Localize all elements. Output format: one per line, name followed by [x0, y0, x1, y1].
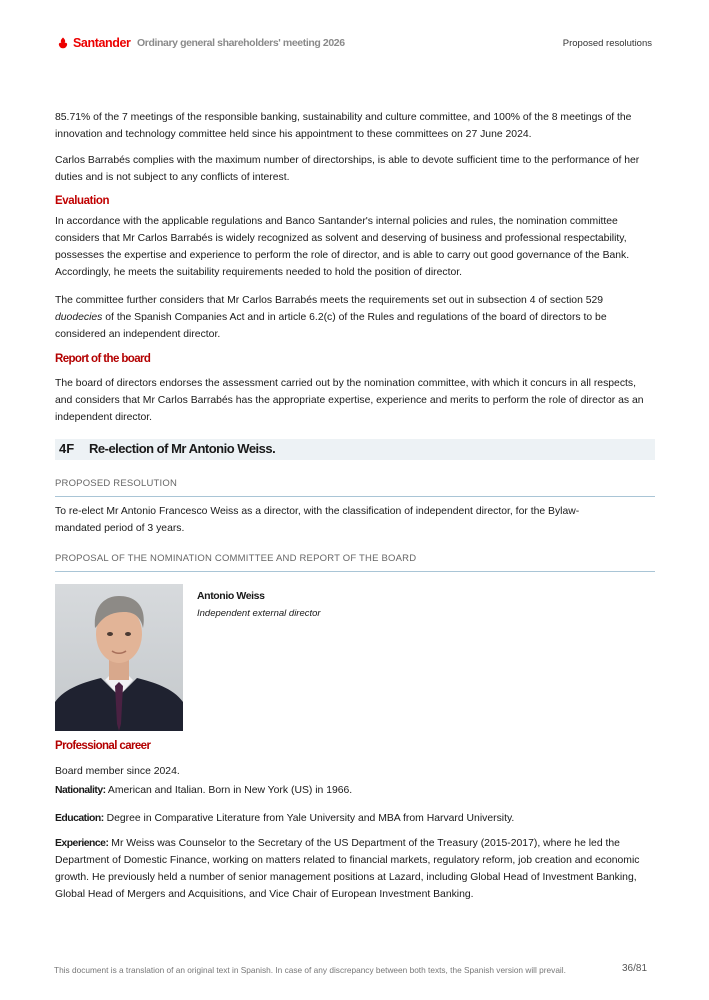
meeting-title: Ordinary general shareholders' meeting 2026: [137, 37, 345, 49]
evaluation-p2-before: The committee further considers that Mr Carlos Barrabés meets the requirements set out in subsection 4 of section 529: [55, 295, 604, 306]
career-heading: Professional career: [55, 740, 151, 752]
evaluation-p2-italic: duodecies: [55, 312, 103, 323]
section-number: 4F: [59, 441, 75, 456]
section-label: Proposed resolutions: [562, 38, 652, 49]
evaluation-paragraph-2: [55, 292, 651, 343]
section-header-bar: [55, 439, 655, 460]
board-since: Board member since 2024.: [55, 766, 180, 777]
portrait-image: [55, 584, 183, 731]
divider: [55, 496, 655, 497]
evaluation-heading: Evaluation: [55, 195, 110, 207]
director-photo: [55, 584, 183, 731]
experience-value: Mr Weiss was Counselor to the Secretary of the US Department of the Treasury (2015-2017), where he led the Department of Domestic Finance, working on matters related to financial markets, regulatory reform, job creation and economic growth. He previously held a number of senior management positions at Lazard, including Global Head of Investment Banking, Global Head of Mergers and Acquisitions, and Vice Chair of European Investment Banking.: [55, 838, 640, 900]
brand-name: Santander: [73, 36, 131, 50]
evaluation-paragraph-1: In accordance with the applicable regulations and Banco Santander's internal policies and rules, the nomination committee considers that Mr Carlos Barrabés is widely recognized as solvent and deserving of business and professional respectability, possesses the expertise and experience to perform the role of director, and is able to carry out good governance of the Bank. Accordingly, he meets the suitability requirements needed to hold the position of director.: [55, 216, 630, 278]
education-line: [55, 810, 651, 827]
education-value: Degree in Comparative Literature from Yale University and MBA from Harvard University.: [103, 813, 515, 824]
report-paragraph: The board of directors endorses the assessment carried out by the nomination committee, with which it concurs in all respects, and considers that Mr Carlos Barrabés has the appropriate expertise, experience and merits to perform the role of director as an independent director.: [55, 378, 644, 423]
nationality-line: [55, 782, 651, 799]
santander-logo: [57, 36, 131, 50]
divider: [55, 571, 655, 572]
intro-paragraph-2: Carlos Barrabés complies with the maximum number of directorships, is able to devote sufficient time to the performance of her duties and is not subject to any conflicts of interest.: [55, 155, 640, 183]
nationality-value: American and Italian. Born in New York (US) in 1966.: [105, 785, 353, 796]
evaluation-p2-after: of the Spanish Companies Act and in article 6.2(c) of the Rules and regulations of the board of directors to be considered an independent director.: [55, 312, 607, 340]
nationality-label: Nationality:: [55, 785, 106, 796]
director-name: Antonio Weiss: [197, 590, 265, 602]
education-label: Education:: [55, 813, 104, 824]
flame-icon: [57, 37, 69, 49]
proposed-resolution-text: To re-elect Mr Antonio Francesco Weiss as a director, with the classification of independent director, for the Bylaw-mandated period of 3 years.: [55, 506, 580, 534]
intro-paragraph-1: 85.71% of the 7 meetings of the responsible banking, sustainability and culture committee, and 100% of the 8 meetings of the innovation and technology committee held since his appointment to these committees on 27 June 2024.: [55, 112, 632, 140]
proposed-resolution-label: PROPOSED RESOLUTION: [55, 478, 178, 489]
proposal-label: PROPOSAL OF THE NOMINATION COMMITTEE AND REPORT OF THE BOARD: [55, 553, 417, 564]
section-title: Re-election of Mr Antonio Weiss.: [89, 441, 276, 456]
page-number: 36/81: [622, 963, 648, 974]
experience-label: Experience:: [55, 838, 109, 849]
footer-note: This document is a translation of an original text in Spanish. In case of any discrepancy between both texts, the Spanish version will prevail.: [54, 965, 566, 975]
director-role: Independent external director: [197, 608, 321, 619]
report-heading: Report of the board: [55, 353, 151, 365]
experience-paragraph: [55, 835, 651, 903]
